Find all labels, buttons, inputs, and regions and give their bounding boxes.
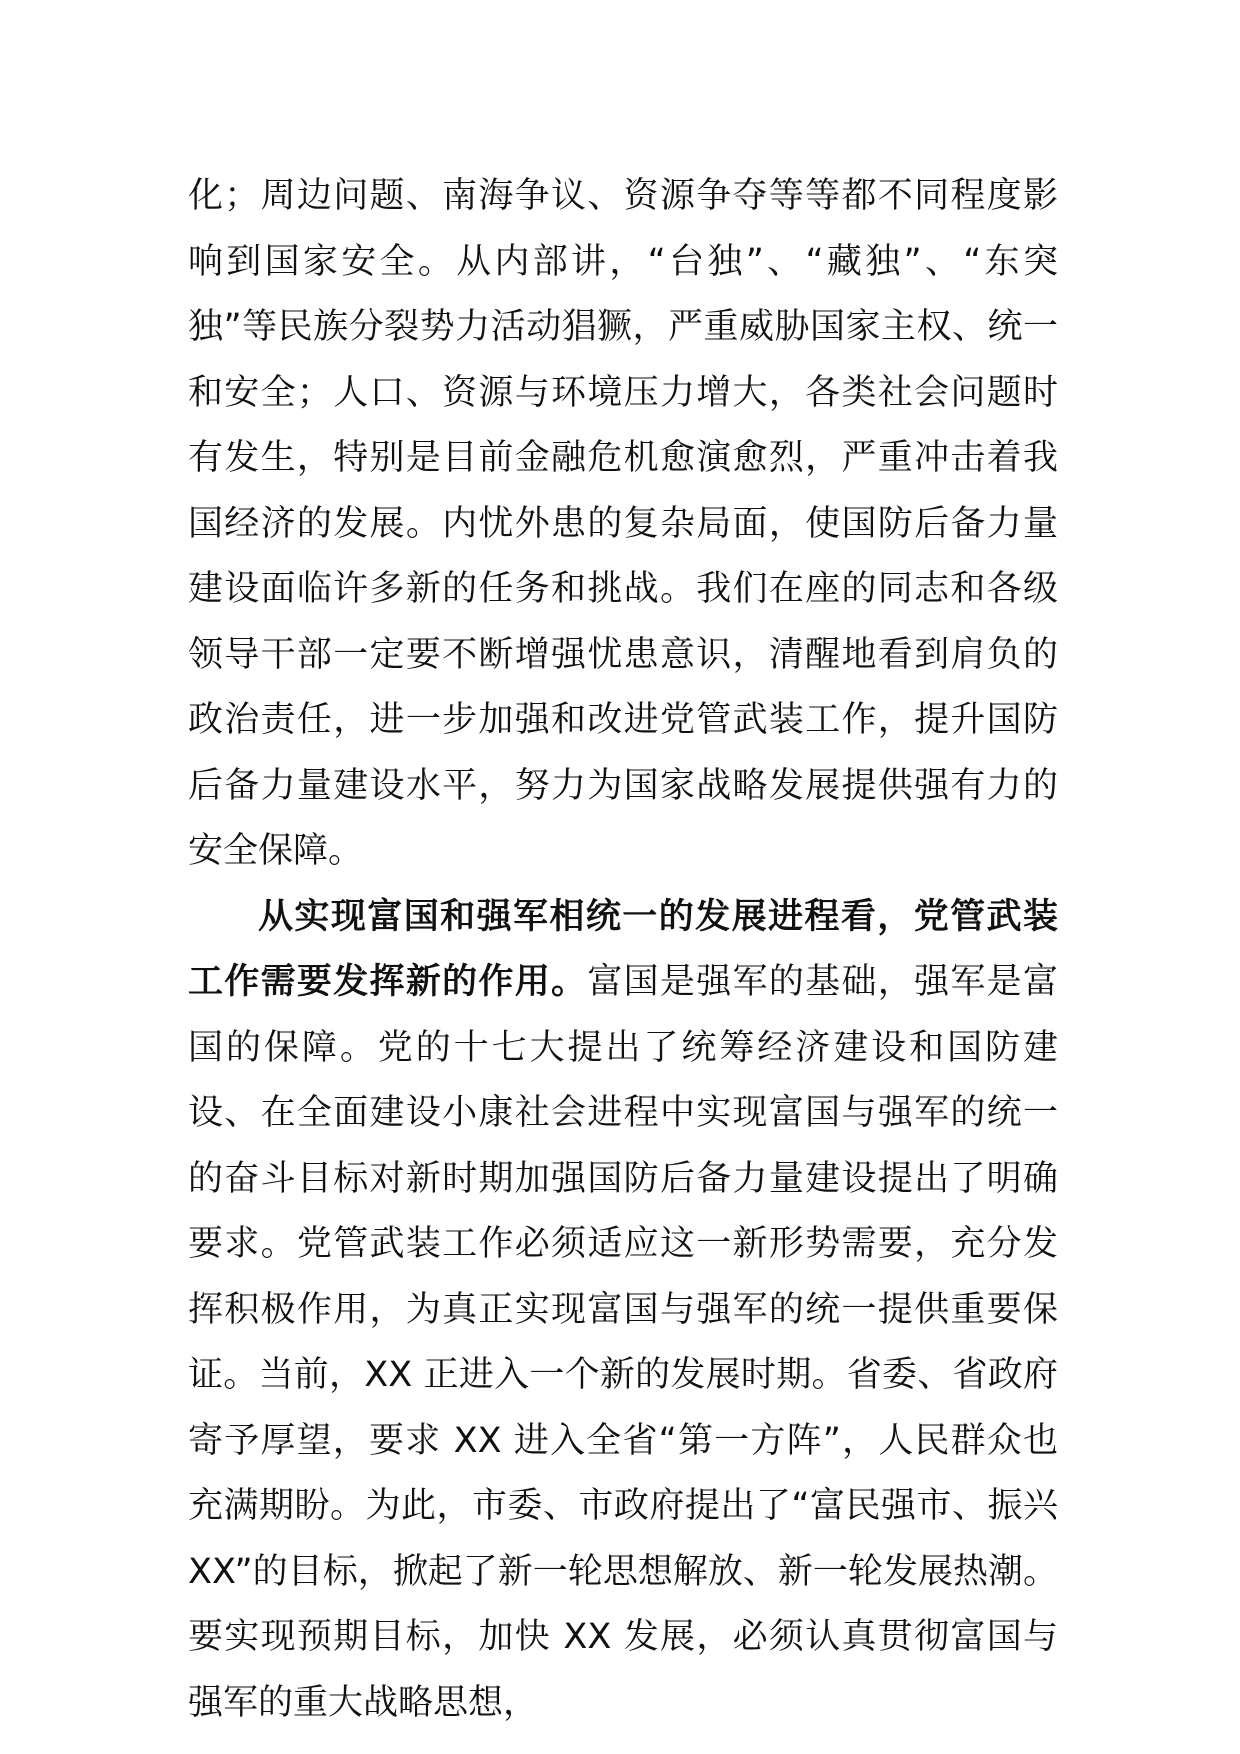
document-body [188, 164, 1058, 1736]
section-heading: 从实现富国和强军相统一的发展进程看，党管武装工作需要发挥新的作用。 [188, 896, 1058, 1002]
section-body: 富国是强军的基础，强军是富国的保障。党的十七大提出了统筹经济建设和国防建设、在全面建设小康社会进程中实现富国与强军的统一的奋斗目标对新时期加强国防后备力量建设提出了明确要求。党管武装工作必须适应这一新形势需要，充分发挥积极作用，为真正实现富国与强军的统一提供重要保证。当前，XX 正进入一个新的发展时期。省委、省政府寄予厚望，要求 XX 进入全省“第一方阵”，人民群众也充满期盼。为此，市委、市政府提出了“富民强市、振兴 XX”的目标，掀起了新一轮思想解放、新一轮发展热潮。要实现预期目标，加快 XX 发展，必须认真贯彻富国与强军的重大战略思想， [188, 962, 1058, 1723]
paragraph-section [188, 885, 1058, 1737]
paragraph-continuation: 化；周边问题、南海争议、资源争夺等等都不同程度影响到国家安全。从内部讲，“台独”、“藏独”、“东突独”等民族分裂势力活动猖獗，严重威胁国家主权、统一和安全；人口、资源与环境压力增大，各类社会问题时有发生，特别是目前金融危机愈演愈烈，严重冲击着我国经济的发展。内忧外患的复杂局面，使国防后备力量建设面临许多新的任务和挑战。我们在座的同志和各级领导干部一定要不断增强忧患意识，清醒地看到肩负的政治责任，进一步加强和改进党管武装工作，提升国防后备力量建设水平，努力为国家战略发展提供强有力的安全保障。 [188, 176, 1058, 871]
